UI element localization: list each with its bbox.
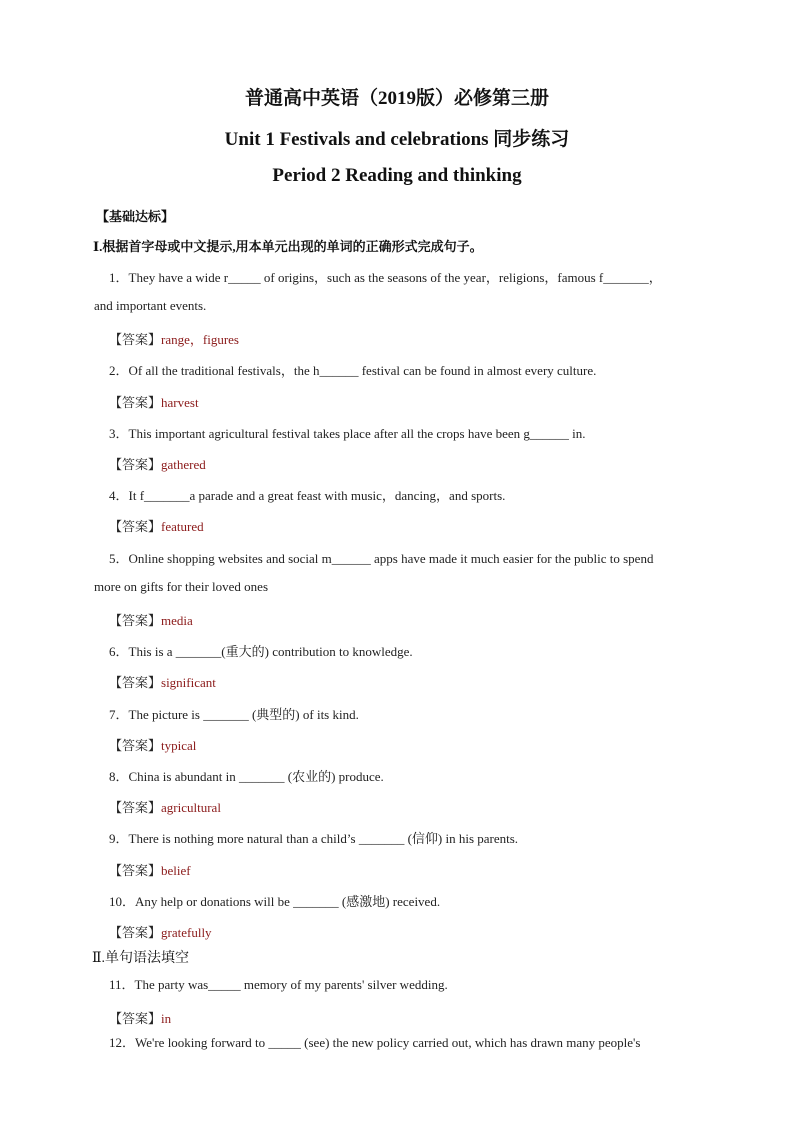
answer-value: typical [161, 738, 197, 753]
answer-4 [109, 516, 204, 535]
question-3: 3．This important agricultural festival takes place after all the crops have been g______ in. [109, 426, 586, 441]
answer-3 [109, 454, 206, 473]
answer-11 [109, 1008, 171, 1027]
answer-5 [109, 610, 193, 629]
question-9: 9．There is nothing more natural than a child’s _______ (信仰) in his parents. [109, 831, 519, 846]
answer-tag: 【答案】 [109, 925, 162, 940]
section-heading-basic: 【基础达标】 [96, 209, 175, 224]
answer-value: in [161, 1011, 172, 1026]
answer-tag: 【答案】 [109, 457, 162, 472]
question-5-line2: more on gifts for their loved ones [94, 579, 269, 594]
answer-6 [109, 672, 216, 691]
document-title: 普通高中英语（2019版）必修第三册 [244, 88, 549, 109]
question-11: 11．The party was_____ memory of my parents' silver wedding. [109, 977, 448, 992]
question-10: 10．Any help or donations will be _______ (感激地) received. [109, 894, 441, 909]
answer-value: agricultural [161, 800, 221, 815]
answer-8 [109, 797, 221, 816]
answer-tag: 【答案】 [109, 738, 162, 753]
answer-value: gathered [161, 457, 206, 472]
part1-instruction: Ⅰ.根据首字母或中文提示,用本单元出现的单词的正确形式完成句子。 [93, 239, 483, 254]
question-7: 7．The picture is _______ (典型的) of its kind. [109, 707, 359, 722]
answer-tag: 【答案】 [109, 863, 162, 878]
answer-2 [109, 392, 199, 411]
answer-tag: 【答案】 [109, 675, 162, 690]
question-8: 8．China is abundant in _______ (农业的) produce. [109, 769, 384, 784]
answer-tag: 【答案】 [109, 800, 162, 815]
answer-10 [109, 922, 212, 941]
answer-value: gratefully [161, 925, 212, 940]
answer-tag: 【答案】 [109, 519, 162, 534]
answer-7 [109, 735, 196, 754]
answer-tag: 【答案】 [109, 613, 162, 628]
question-5-line1: 5．Online shopping websites and social m______ apps have made it much easier for the public to spend [109, 551, 654, 566]
question-2: 2．Of all the traditional festivals，the h______ festival can be found in almost every culture. [109, 363, 597, 378]
answer-tag: 【答案】 [109, 332, 162, 347]
answer-value: harvest [161, 395, 199, 410]
answer-value: media [161, 613, 193, 628]
unit-title: Unit 1 Festivals and celebrations 同步练习 [224, 129, 570, 150]
question-1-line2: and important events. [94, 298, 207, 313]
question-12: 12．We're looking forward to _____ (see) the new policy carried out, which has drawn many people's [109, 1035, 641, 1050]
question-1-line1: 1．They have a wide r_____ of origins，such as the seasons of the year，religions，famous f_______， [109, 270, 662, 285]
answer-9 [109, 860, 191, 879]
question-6: 6．This is a _______(重大的) contribution to knowledge. [109, 644, 413, 659]
answer-value: significant [161, 675, 216, 690]
question-4: 4．It f_______a parade and a great feast with music，dancing，and sports. [109, 488, 506, 503]
answer-value: range，figures [161, 332, 239, 347]
period-title: Period 2 Reading and thinking [272, 165, 522, 186]
answer-value: featured [161, 519, 204, 534]
part2-instruction: Ⅱ.单句语法填空 [92, 951, 190, 966]
answer-tag: 【答案】 [109, 395, 162, 410]
answer-1 [109, 329, 239, 348]
answer-value: belief [161, 863, 191, 878]
answer-tag: 【答案】 [109, 1011, 162, 1026]
